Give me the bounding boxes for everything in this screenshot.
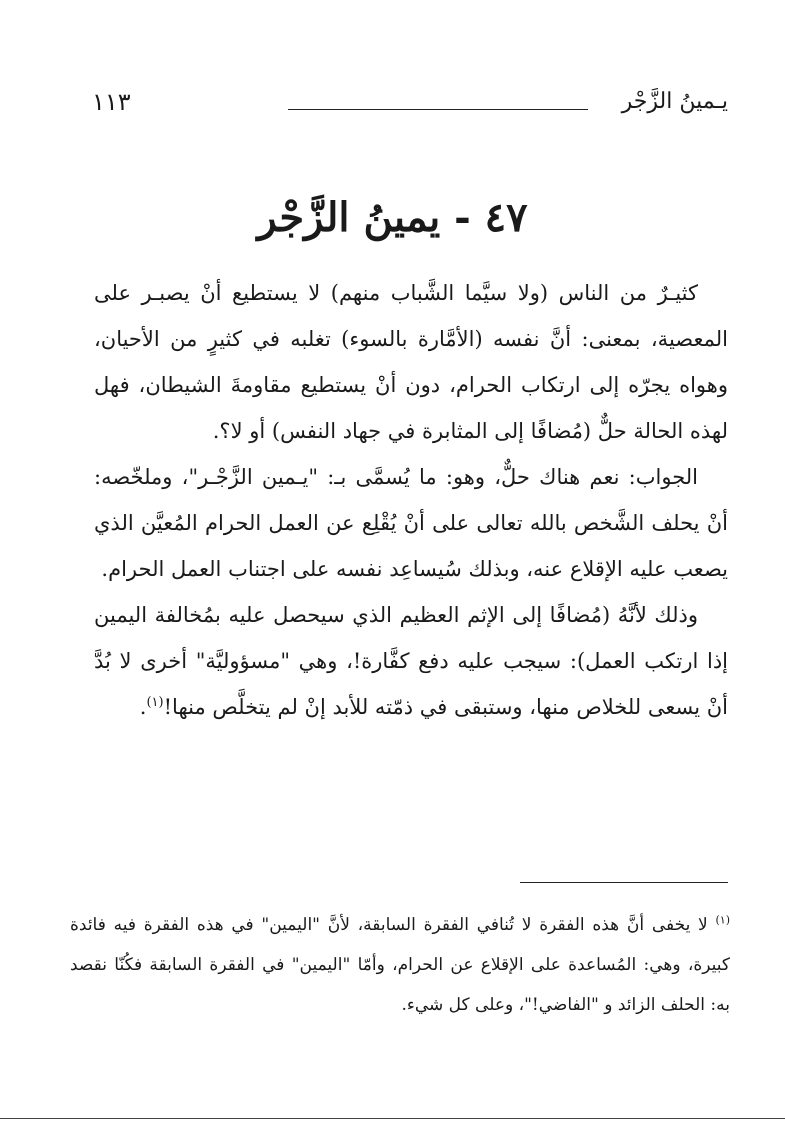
footnote-text: لا يخفى أنَّ هذه الفقرة لا تُنافي الفقرة السابقة، لأنَّ "اليمين" في هذه الفقرة فيه فائدة كبيرة، وهي: المُساعدة على الإقلاع عن الحرام، وأمّا "اليمين" في الفقرة السابقة فكُنّا نقصد به: الحلف الزائد و "الفاضي!"، وعلى كل شيء.	[70, 915, 730, 1015]
chapter-title: ٤٧ - يمينُ الزَّجْر	[257, 194, 528, 241]
running-title: يـمينُ الزَّجْر	[621, 89, 728, 114]
footnote-mark: (١)	[715, 913, 731, 927]
footnotes	[70, 905, 730, 1025]
footnote	[70, 905, 730, 1025]
footnote-divider	[520, 882, 728, 883]
footnote-reference[interactable]: (١)	[146, 695, 164, 710]
running-header	[92, 82, 728, 122]
page-bottom-edge	[0, 1118, 785, 1119]
paragraph-answer: الجواب: نعم هناك حلٌّ، وهو: ما يُسمَّى بـ: "يـمين الزَّجْـر"، وملخّصه: أنْ يحلف الشَّخص بالله تعالى على أنْ يُقْلِع عن العمل الحرام المُعيَّن الذي يصعب عليه الإقلاع عنه، وبذلك سُيساعِد نفسه على اجتناب العمل الحرام.	[94, 465, 728, 581]
header-rule	[288, 109, 588, 110]
paragraph-reason-text: وذلك لأنَّهُ (مُضافًا إلى الإثم العظيم الذي سيحصل عليه بمُخالفة اليمين إذا ارتكب العمل): سيجب عليه دفع كفَّارة!، وهي "مسؤوليَّة" أخرى لا بُدَّ أنْ يسعى للخلاص منها، وستبقى في ذمّته للأبد إنْ لم يتخلَّص منها!	[94, 603, 728, 719]
body-text	[94, 270, 728, 730]
paragraph-question: كثيـرٌ من الناس (ولا سيَّما الشَّباب منهم) لا يستطيع أنْ يصبـر على المعصية، بمعنى: أنَّ نفسه (الأمَّارة بالسوء) تغلبه في كثيرٍ من الأحيان، وهواه يجرّه إلى ارتكاب الحرام، دون أنْ يستطيع مقاومةَ الشيطان، فهل لهذه الحالة حلٌّ (مُضافًا إلى المثابرة في جهاد النفس) أو لا؟.	[94, 281, 728, 443]
page-number: ١١٣	[92, 88, 131, 116]
paragraph-reason: وذلك لأنَّهُ (مُضافًا إلى الإثم العظيم الذي سيحصل عليه بمُخالفة اليمين إذا ارتكب العمل): سيجب عليه دفع كفَّارة!، وهي "مسؤوليَّة" أخرى لا بُدَّ أنْ يسعى للخلاص منها، وستبقى في ذمّته للأبد إنْ لم يتخلَّص منها!$^{(١)}$.	[94, 603, 728, 719]
